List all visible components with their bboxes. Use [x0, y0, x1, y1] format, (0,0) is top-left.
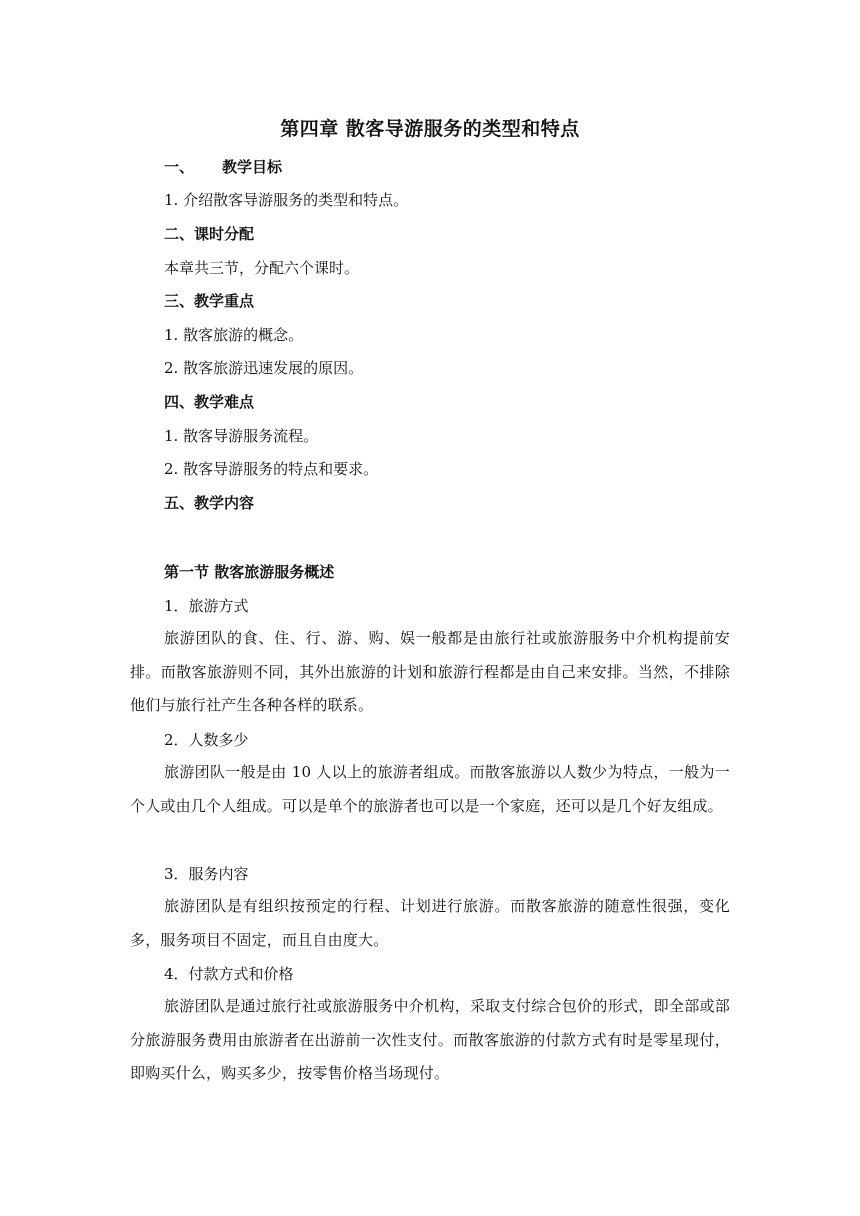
subsection-3-body: 旅游团队是有组织按预定的行程、计划进行旅游。而散客旅游的随意性很强，变化多，服务项目不固定，而且自由度大。 — [130, 897, 730, 949]
key-points-item-1: 1. 散客旅游的概念。 — [164, 326, 304, 344]
key-points-heading: 三、教学重点 — [164, 292, 255, 310]
subsection-1-title: 1．旅游方式 — [164, 597, 249, 615]
difficulties-item-1: 1. 散客导游服务流程。 — [164, 427, 319, 445]
objectives-heading-number: 一、 — [164, 158, 195, 176]
difficulties-heading: 四、教学难点 — [164, 393, 255, 411]
section-1-heading: 第一节 散客旅游服务概述 — [164, 563, 335, 581]
objectives-heading-text: 教学目标 — [222, 158, 283, 176]
subsection-2-body: 旅游团队一般是由 10 人以上的旅游者组成。而散客旅游以人数少为特点，一般为一个人或由几个人组成。可以是单个的旅游者也可以是一个家庭，还可以是几个好友组成。 — [130, 763, 730, 815]
chapter-title: 第四章 散客导游服务的类型和特点 — [280, 118, 580, 140]
subsection-4-title: 4．付款方式和价格 — [164, 965, 294, 983]
key-points-item-2: 2. 散客旅游迅速发展的原因。 — [164, 359, 364, 377]
objectives-heading — [164, 157, 282, 177]
subsection-2-title: 2．人数多少 — [164, 731, 249, 749]
content-heading: 五、教学内容 — [164, 494, 255, 512]
difficulties-item-2: 2. 散客导游服务的特点和要求。 — [164, 460, 379, 478]
subsection-4-body: 旅游团队是通过旅行社或旅游服务中介机构，采取支付综合包价的形式，即全部或部分旅游服务费用由旅游者在出游前一次性支付。而散客旅游的付款方式有时是零星现付，即购买什么，购买多少，按零售价格当场现付。 — [130, 997, 730, 1082]
hours-heading: 二、课时分配 — [164, 225, 255, 243]
objectives-item-1: 1. 介绍散客导游服务的类型和特点。 — [164, 191, 409, 209]
subsection-1-body: 旅游团队的食、住、行、游、购、娱一般都是由旅行社或旅游服务中介机构提前安排。而散客旅游则不同，其外出旅游的计划和旅游行程都是由自己来安排。当然，不排除他们与旅行社产生各种各样的联系。 — [130, 629, 730, 714]
hours-text: 本章共三节，分配六个课时。 — [164, 259, 360, 277]
subsection-3-title: 3．服务内容 — [164, 865, 249, 883]
